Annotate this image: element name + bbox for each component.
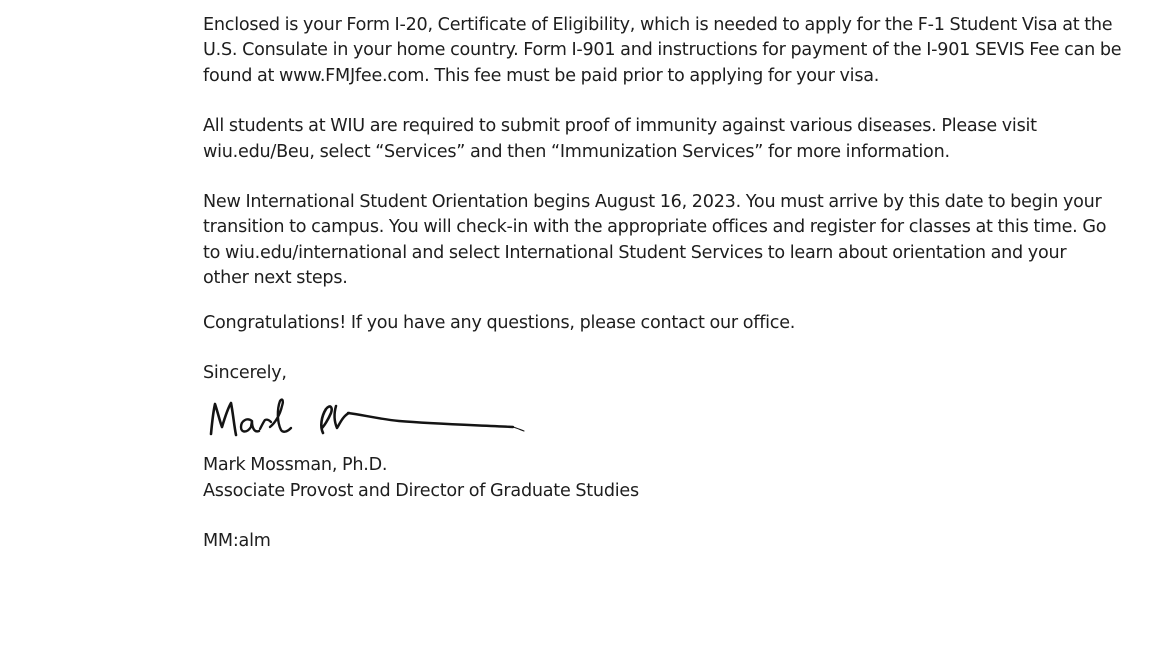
paragraph-line: other next steps. bbox=[203, 268, 348, 289]
paragraph-line: to wiu.edu/international and select International Student Services to learn about orientation and your bbox=[203, 242, 1067, 263]
paragraph-line: wiu.edu/Beu, select “Services” and then “Immunization Services” for more information. bbox=[203, 141, 950, 162]
signer-block bbox=[203, 453, 1148, 504]
paragraph-form-i20 bbox=[203, 13, 1148, 89]
paragraph-line: found at www.FMJfee.com. This fee must be paid prior to applying for your visa. bbox=[203, 65, 880, 86]
handwritten-signature bbox=[203, 389, 543, 455]
paragraph-orientation bbox=[203, 190, 1148, 292]
closing-salutation: Sincerely, bbox=[203, 363, 287, 384]
paragraph-line: Congratulations! If you have any questions, please contact our office. bbox=[203, 312, 796, 333]
paragraph-immunity bbox=[203, 114, 1148, 165]
paragraph-congratulations bbox=[203, 311, 1148, 336]
paragraph-line: New International Student Orientation begins August 16, 2023. You must arrive by this date to begin your bbox=[203, 192, 1102, 213]
paragraph-line: Enclosed is your Form I-20, Certificate of Eligibility, which is needed to apply for the F-1 Student Visa at the bbox=[203, 15, 1113, 35]
reference-initials: MM:alm bbox=[203, 531, 271, 552]
signer-title: Associate Provost and Director of Graduate Studies bbox=[203, 480, 639, 501]
letter-body bbox=[203, 13, 1148, 555]
paragraph-line: transition to campus. You will check-in with the appropriate offices and register for classes at this time. Go bbox=[203, 217, 1107, 238]
paragraph-line: All students at WIU are required to submit proof of immunity against various diseases. Please visit bbox=[203, 116, 1037, 137]
signer-name: Mark Mossman, Ph.D. bbox=[203, 455, 388, 476]
paragraph-line: U.S. Consulate in your home country. Form I-901 and instructions for payment of the I-901 SEVIS Fee can be bbox=[203, 40, 1122, 61]
